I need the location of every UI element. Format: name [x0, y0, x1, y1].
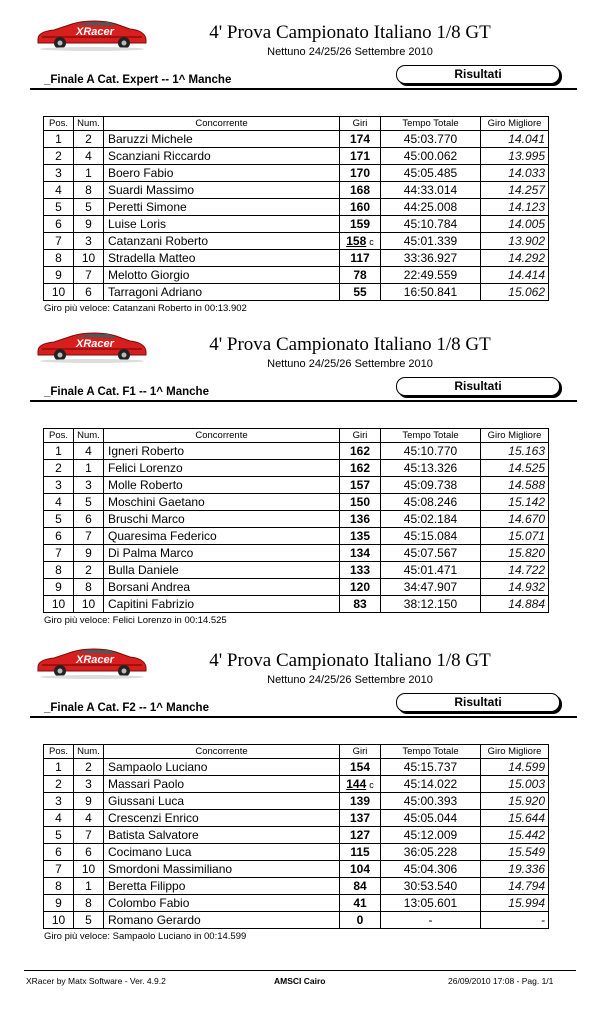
driver-name-cell: Di Palma Marco [104, 545, 340, 562]
laps-value: 162 [349, 444, 371, 458]
table-header-row [44, 117, 549, 131]
total-time-cell: 45:05.044 [381, 810, 481, 827]
fastest-lap-note: Giro più veloce: Sampaolo Luciano in 00:14.599 [44, 931, 247, 942]
total-time-cell: 34:47.907 [381, 579, 481, 596]
position-cell: 4 [44, 810, 74, 827]
laps-cell [340, 494, 381, 511]
total-time-cell: 45:07.567 [381, 545, 481, 562]
position-cell: 5 [44, 511, 74, 528]
best-lap-cell: 13.995 [481, 148, 549, 165]
driver-name-cell: Batista Salvatore [104, 827, 340, 844]
car-number-cell: 9 [74, 216, 104, 233]
position-cell: 2 [44, 148, 74, 165]
car-number-cell: 5 [74, 199, 104, 216]
column-header: Num. [74, 117, 104, 131]
best-lap-cell: 15.062 [481, 284, 549, 301]
laps-cell [340, 793, 381, 810]
laps-cell [340, 528, 381, 545]
laps-value: 117 [350, 251, 370, 265]
best-lap-cell: 15.003 [481, 776, 549, 793]
total-time-cell: 30:53.540 [381, 878, 481, 895]
column-header: Giri [340, 117, 381, 131]
best-lap-cell: 14.257 [481, 182, 549, 199]
table-row [44, 861, 549, 878]
car-number-cell: 3 [74, 776, 104, 793]
column-header: Giro Migliore [481, 429, 549, 443]
position-cell: 3 [44, 165, 74, 182]
position-cell: 9 [44, 267, 74, 284]
table-row [44, 131, 549, 148]
total-time-cell: 45:13.326 [381, 460, 481, 477]
position-cell: 8 [44, 250, 74, 267]
best-lap-cell: 15.820 [481, 545, 549, 562]
laps-cell [340, 776, 381, 793]
car-number-cell: 5 [74, 494, 104, 511]
laps-value: 159 [349, 217, 371, 231]
laps-value: 158 [346, 234, 367, 248]
total-time-cell: 45:10.770 [381, 443, 481, 460]
laps-value: 104 [349, 862, 371, 876]
position-cell: 3 [44, 793, 74, 810]
column-header: Pos. [44, 117, 74, 131]
logo-text: XRacer [76, 654, 114, 666]
results-button[interactable]: Risultati [396, 693, 560, 712]
driver-name-cell: Crescenzi Enrico [104, 810, 340, 827]
section-rule [30, 716, 577, 718]
driver-name-cell: Romano Gerardo [104, 912, 340, 929]
best-lap-cell: 14.794 [481, 878, 549, 895]
results-button[interactable]: Risultati [396, 65, 560, 84]
laps-value: 0 [356, 913, 364, 927]
laps-value: 84 [353, 879, 367, 893]
xracer-logo-car-icon [32, 640, 152, 680]
table-row [44, 284, 549, 301]
laps-cell [340, 759, 381, 776]
position-cell: 6 [44, 528, 74, 545]
laps-value: 150 [349, 495, 371, 509]
table-row [44, 759, 549, 776]
laps-value: 168 [349, 183, 371, 197]
driver-name-cell: Felici Lorenzo [104, 460, 340, 477]
laps-cell [340, 579, 381, 596]
car-number-cell: 9 [74, 545, 104, 562]
table-row [44, 579, 549, 596]
column-header: Giri [340, 429, 381, 443]
driver-name-cell: Baruzzi Michele [104, 131, 340, 148]
driver-name-cell: Cocimano Luca [104, 844, 340, 861]
table-row [44, 545, 549, 562]
driver-name-cell: Igneri Roberto [104, 443, 340, 460]
table-row [44, 596, 549, 613]
table-row [44, 895, 549, 912]
table-row [44, 827, 549, 844]
category-heading: _Finale A Cat. Expert -- 1^ Manche [44, 74, 232, 86]
car-number-cell: 6 [74, 511, 104, 528]
total-time-cell: 45:01.339 [381, 233, 481, 250]
driver-name-cell: Quaresima Federico [104, 528, 340, 545]
position-cell: 7 [44, 233, 74, 250]
position-cell: 1 [44, 759, 74, 776]
table-row [44, 233, 549, 250]
position-cell: 1 [44, 131, 74, 148]
table-row [44, 199, 549, 216]
best-lap-cell: 15.549 [481, 844, 549, 861]
total-time-cell: 45:02.184 [381, 511, 481, 528]
footer-date-page: 26/09/2010 17:08 - Pag. 1/1 [448, 976, 554, 986]
best-lap-cell: 14.722 [481, 562, 549, 579]
laps-cell [340, 165, 381, 182]
car-number-cell: 6 [74, 844, 104, 861]
laps-value: 162 [349, 461, 371, 475]
table-row [44, 443, 549, 460]
position-cell: 4 [44, 494, 74, 511]
laps-value: 144 [346, 777, 367, 791]
table-row [44, 776, 549, 793]
column-header: Num. [74, 429, 104, 443]
total-time-cell: 45:12.009 [381, 827, 481, 844]
page-title: 4' Prova Campionato Italiano 1/8 GT [209, 22, 491, 43]
total-time-cell: 45:00.062 [381, 148, 481, 165]
best-lap-cell: 15.920 [481, 793, 549, 810]
car-number-cell: 7 [74, 827, 104, 844]
results-button[interactable]: Risultati [396, 377, 560, 396]
best-lap-cell: 14.588 [481, 477, 549, 494]
car-number-cell: 2 [74, 759, 104, 776]
xracer-logo-car-icon [32, 324, 152, 364]
best-lap-cell: 14.123 [481, 199, 549, 216]
laps-cell [340, 477, 381, 494]
footer-rule [24, 970, 576, 971]
table-header-row [44, 745, 549, 759]
total-time-cell: 45:03.770 [381, 131, 481, 148]
position-cell: 9 [44, 579, 74, 596]
car-number-cell: 1 [74, 878, 104, 895]
laps-cell [340, 562, 381, 579]
category-heading: _Finale A Cat. F1 -- 1^ Manche [44, 386, 209, 398]
logo-text: XRacer [76, 338, 114, 350]
laps-cell [340, 596, 381, 613]
column-header: Concorrente [104, 745, 340, 759]
laps-value: 160 [349, 200, 371, 214]
laps-cell [340, 233, 381, 250]
table-row [44, 878, 549, 895]
laps-value: 41 [353, 896, 367, 910]
laps-cell [340, 511, 381, 528]
logo-text: XRacer [76, 26, 114, 38]
fastest-lap-note: Giro più veloce: Catanzani Roberto in 00:13.902 [44, 303, 247, 314]
car-number-cell: 8 [74, 182, 104, 199]
position-cell: 8 [44, 562, 74, 579]
position-cell: 10 [44, 284, 74, 301]
best-lap-cell: 15.644 [481, 810, 549, 827]
column-header: Giro Migliore [481, 117, 549, 131]
total-time-cell: 45:09.738 [381, 477, 481, 494]
best-lap-cell: 14.670 [481, 511, 549, 528]
best-lap-cell: 14.041 [481, 131, 549, 148]
laps-value: 78 [353, 268, 367, 282]
best-lap-cell: 14.414 [481, 267, 549, 284]
laps-value: 157 [349, 478, 371, 492]
table-row [44, 267, 549, 284]
best-lap-cell: 14.525 [481, 460, 549, 477]
laps-cell [340, 912, 381, 929]
table-row [44, 793, 549, 810]
position-cell: 6 [44, 844, 74, 861]
laps-value: 171 [349, 149, 371, 163]
position-cell: 5 [44, 199, 74, 216]
section-rule [30, 400, 577, 402]
car-number-cell: 2 [74, 562, 104, 579]
best-lap-cell: 14.932 [481, 579, 549, 596]
category-heading: _Finale A Cat. F2 -- 1^ Manche [44, 702, 209, 714]
laps-cell [340, 182, 381, 199]
car-number-cell: 3 [74, 233, 104, 250]
best-lap-cell: 13.902 [481, 233, 549, 250]
laps-value: 170 [349, 166, 371, 180]
best-lap-cell: 14.005 [481, 216, 549, 233]
laps-value: 115 [350, 845, 370, 859]
total-time-cell: 44:25.008 [381, 199, 481, 216]
car-number-cell: 6 [74, 284, 104, 301]
column-header: Tempo Totale [381, 429, 481, 443]
table-row [44, 528, 549, 545]
car-number-cell: 9 [74, 793, 104, 810]
page-title: 4' Prova Campionato Italiano 1/8 GT [209, 334, 491, 355]
best-lap-cell: 15.142 [481, 494, 549, 511]
section-rule [30, 88, 577, 90]
laps-cell [340, 844, 381, 861]
table-row [44, 912, 549, 929]
car-number-cell: 1 [74, 460, 104, 477]
laps-value: 174 [349, 132, 371, 146]
car-number-cell: 4 [74, 148, 104, 165]
driver-name-cell: Luise Loris [104, 216, 340, 233]
laps-cell [340, 545, 381, 562]
footer-software: XRacer by Matx Software - Ver. 4.9.2 [26, 976, 166, 986]
laps-cell [340, 460, 381, 477]
table-row [44, 494, 549, 511]
total-time-cell: 45:08.246 [381, 494, 481, 511]
car-number-cell: 5 [74, 912, 104, 929]
laps-value: 127 [349, 828, 371, 842]
table-row [44, 460, 549, 477]
column-header: Pos. [44, 429, 74, 443]
car-number-cell: 7 [74, 267, 104, 284]
position-cell: 2 [44, 776, 74, 793]
laps-cell [340, 250, 381, 267]
car-number-cell: 7 [74, 528, 104, 545]
driver-name-cell: Melotto Giorgio [104, 267, 340, 284]
column-header: Num. [74, 745, 104, 759]
best-lap-cell: 14.033 [481, 165, 549, 182]
total-time-cell: 33:36.927 [381, 250, 481, 267]
laps-cell [340, 443, 381, 460]
driver-name-cell: Bruschi Marco [104, 511, 340, 528]
driver-name-cell: Bulla Daniele [104, 562, 340, 579]
laps-mark: c [369, 237, 374, 247]
column-header: Giro Migliore [481, 745, 549, 759]
driver-name-cell: Giussani Luca [104, 793, 340, 810]
laps-cell [340, 199, 381, 216]
driver-name-cell: Peretti Simone [104, 199, 340, 216]
driver-name-cell: Stradella Matteo [104, 250, 340, 267]
car-number-cell: 1 [74, 165, 104, 182]
laps-cell [340, 148, 381, 165]
position-cell: 4 [44, 182, 74, 199]
total-time-cell: 36:05.228 [381, 844, 481, 861]
car-number-cell: 10 [74, 596, 104, 613]
car-number-cell: 4 [74, 443, 104, 460]
total-time-cell: 45:05.485 [381, 165, 481, 182]
driver-name-cell: Capitini Fabrizio [104, 596, 340, 613]
column-header: Concorrente [104, 117, 340, 131]
total-time-cell: 45:10.784 [381, 216, 481, 233]
laps-value: 136 [349, 512, 371, 526]
car-number-cell: 10 [74, 861, 104, 878]
results-table [43, 428, 549, 613]
car-number-cell: 10 [74, 250, 104, 267]
event-subtitle: Nettuno 24/25/26 Settembre 2010 [267, 358, 433, 370]
results-table [43, 744, 549, 929]
position-cell: 1 [44, 443, 74, 460]
total-time-cell: 45:01.471 [381, 562, 481, 579]
total-time-cell: 45:15.737 [381, 759, 481, 776]
car-number-cell: 4 [74, 810, 104, 827]
laps-mark: c [369, 780, 374, 790]
laps-cell [340, 895, 381, 912]
car-number-cell: 8 [74, 579, 104, 596]
driver-name-cell: Smordoni Massimiliano [104, 861, 340, 878]
position-cell: 10 [44, 912, 74, 929]
driver-name-cell: Boero Fabio [104, 165, 340, 182]
column-header: Tempo Totale [381, 745, 481, 759]
car-number-cell: 2 [74, 131, 104, 148]
table-row [44, 810, 549, 827]
column-header: Tempo Totale [381, 117, 481, 131]
event-subtitle: Nettuno 24/25/26 Settembre 2010 [267, 46, 433, 58]
column-header: Concorrente [104, 429, 340, 443]
position-cell: 8 [44, 878, 74, 895]
table-header-row [44, 429, 549, 443]
fastest-lap-note: Giro più veloce: Felici Lorenzo in 00:14.525 [44, 615, 227, 626]
position-cell: 7 [44, 545, 74, 562]
total-time-cell: 22:49.559 [381, 267, 481, 284]
table-row [44, 148, 549, 165]
total-time-cell: 45:04.306 [381, 861, 481, 878]
position-cell: 6 [44, 216, 74, 233]
best-lap-cell: 19.336 [481, 861, 549, 878]
footer-organizer: AMSCI Cairo [274, 976, 326, 986]
best-lap-cell: 14.884 [481, 596, 549, 613]
position-cell: 2 [44, 460, 74, 477]
total-time-cell: 45:14.022 [381, 776, 481, 793]
table-row [44, 511, 549, 528]
laps-cell [340, 131, 381, 148]
total-time-cell: 16:50.841 [381, 284, 481, 301]
driver-name-cell: Suardi Massimo [104, 182, 340, 199]
driver-name-cell: Tarragoni Adriano [104, 284, 340, 301]
position-cell: 3 [44, 477, 74, 494]
best-lap-cell: - [481, 912, 549, 929]
column-header: Giri [340, 745, 381, 759]
best-lap-cell: 15.994 [481, 895, 549, 912]
car-number-cell: 8 [74, 895, 104, 912]
laps-value: 139 [349, 794, 371, 808]
laps-cell [340, 284, 381, 301]
laps-value: 134 [349, 546, 371, 560]
total-time-cell: 45:15.084 [381, 528, 481, 545]
total-time-cell: 44:33.014 [381, 182, 481, 199]
table-row [44, 182, 549, 199]
position-cell: 5 [44, 827, 74, 844]
driver-name-cell: Borsani Andrea [104, 579, 340, 596]
results-table [43, 116, 549, 301]
laps-value: 133 [349, 563, 371, 577]
laps-cell [340, 216, 381, 233]
driver-name-cell: Molle Roberto [104, 477, 340, 494]
position-cell: 7 [44, 861, 74, 878]
driver-name-cell: Colombo Fabio [104, 895, 340, 912]
total-time-cell: 13:05.601 [381, 895, 481, 912]
table-row [44, 477, 549, 494]
laps-cell [340, 827, 381, 844]
page-title: 4' Prova Campionato Italiano 1/8 GT [209, 650, 491, 671]
table-row [44, 250, 549, 267]
laps-value: 135 [349, 529, 371, 543]
laps-cell [340, 267, 381, 284]
laps-cell [340, 810, 381, 827]
total-time-cell: 45:00.393 [381, 793, 481, 810]
laps-value: 55 [353, 285, 367, 299]
best-lap-cell: 15.071 [481, 528, 549, 545]
driver-name-cell: Catanzani Roberto [104, 233, 340, 250]
laps-value: 83 [353, 597, 367, 611]
driver-name-cell: Massari Paolo [104, 776, 340, 793]
laps-value: 120 [349, 580, 371, 594]
total-time-cell: - [381, 912, 481, 929]
driver-name-cell: Moschini Gaetano [104, 494, 340, 511]
driver-name-cell: Scanziani Riccardo [104, 148, 340, 165]
table-row [44, 165, 549, 182]
best-lap-cell: 14.599 [481, 759, 549, 776]
table-row [44, 216, 549, 233]
position-cell: 10 [44, 596, 74, 613]
laps-cell [340, 861, 381, 878]
laps-value: 154 [349, 760, 371, 774]
total-time-cell: 38:12.150 [381, 596, 481, 613]
car-number-cell: 3 [74, 477, 104, 494]
position-cell: 9 [44, 895, 74, 912]
table-row [44, 562, 549, 579]
laps-value: 137 [349, 811, 371, 825]
column-header: Pos. [44, 745, 74, 759]
table-row [44, 844, 549, 861]
driver-name-cell: Beretta Filippo [104, 878, 340, 895]
event-subtitle: Nettuno 24/25/26 Settembre 2010 [267, 674, 433, 686]
best-lap-cell: 15.163 [481, 443, 549, 460]
laps-cell [340, 878, 381, 895]
xracer-logo-car-icon [32, 12, 152, 52]
best-lap-cell: 15.442 [481, 827, 549, 844]
best-lap-cell: 14.292 [481, 250, 549, 267]
driver-name-cell: Sampaolo Luciano [104, 759, 340, 776]
